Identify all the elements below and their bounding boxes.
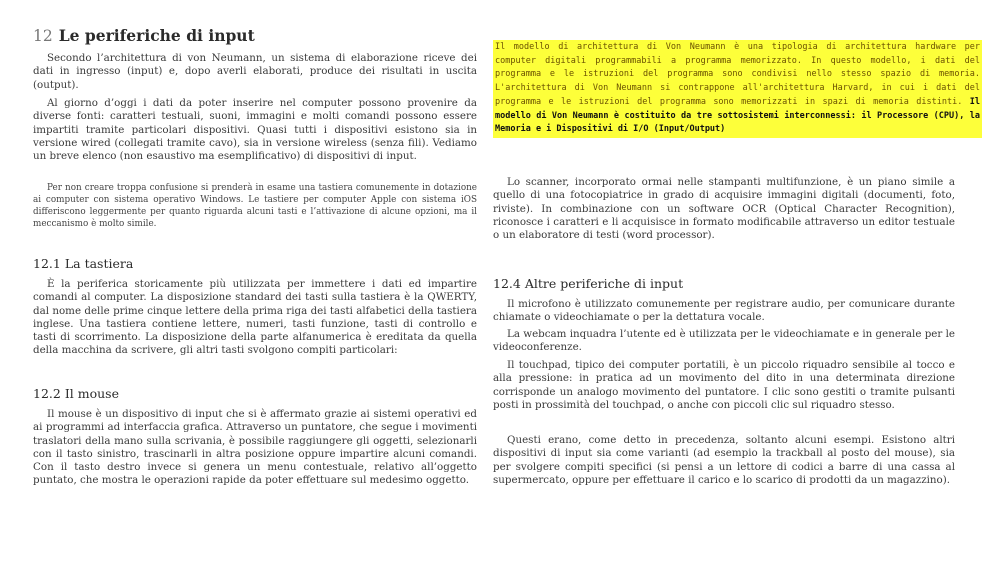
chapter-number: 12 [33,27,53,45]
touchpad-paragraph: Il touchpad, tipico dei computer portatili, è un piccolo riquadro sensibile al tocco e alla pressione: in pratica ad un movimento del dito in una determinata direzione corrisponde un analogo movimento del puntatore. I clic sono gestiti o tramite pulsanti posti in prossimità del touchpad, o anche con piccoli clic sul riquadro stesso. [493,359,955,411]
intro-paragraph-1: Secondo l’architettura di von Neumann, un sistema di elaborazione riceve dei dati in ingresso (input) e, dopo averli elaborati, produce dei risultati in uscita (output). [33,52,477,91]
closing-paragraph: Questi erano, come detto in precedenza, soltanto alcuni esempi. Esistono altri dispositivi di input sia come varianti (ad esempio la trackball al posto del mouse), sia per svolgere compiti specifici (si pensi a un lettore di codici a barre di una cassa al supermercato, oppure per effettuare il carico e lo scarico di prodotti da un magazzino). [493,434,955,486]
section-heading-other [493,276,683,291]
intro-note: Per non creare troppa confusione si prenderà in esame una tastiera comunemente in dotazione ai computer con sistema operativo Windows. Le tastiere per computer Apple con sistema iOS differiscono leggermente per quanto riguarda alcuni tasti e l’attivazione di alcune opzioni, ma il meccanismo è molto simile. [33,183,477,229]
intro-paragraph-2: Al giorno d’oggi i dati da poter inserire nel computer possono provenire da diverse fonti: caratteri testuali, suoni, immagini e molti comandi possono essere impartiti tramite particolari dispositivi. Quasi tutti i dispositivi esistono sia in versione wired (collegati tramite cavo), sia in versione wireless (senza fili). Vediamo un breve elenco (non esaustivo ma esemplificativo) di dispositivi di input. [33,97,477,163]
highlighted-note [493,40,982,138]
scanner-paragraph: Lo scanner, incorporato ormai nelle stampanti multifunzione, è un piano simile a quello di una fotocopiatrice in grado di acquisire immagini digitali (documenti, foto, riviste). In combinazione con un software OCR (Optical Character Recognition), riconosce i caratteri e li acquisisce in formato modificabile attraverso un editor testuale o un elaboratore di testi (word processor). [493,176,955,242]
section-heading-keyboard [33,256,133,271]
highlight-bold-text: Il modello di Von Neumann è costituito da tre sottosistemi interconnessi: il Processore (CPU), la Memoria e i Dispositivi di I/O (Input/Output) [495,96,980,135]
section-title: Il mouse [64,386,119,401]
webcam-paragraph: La webcam inquadra l’utente ed è utilizzata per le videochiamate e in generale per le videoconferenze. [493,328,955,354]
chapter-heading [33,26,255,45]
section-title: Altre periferiche di input [524,276,684,291]
section-number: 12.4 [493,276,521,291]
keyboard-paragraph: È la periferica storicamente più utilizzata per immettere i dati ed impartire comandi al computer. La disposizione standard dei tasti sulla tastiera è la QWERTY, dal nome delle prime cinque lettere della prima riga dei tasti alfabetici della tastiera inglese. Una tastiera contiene lettere, numeri, tasti funzione, tasti di controllo e tasti di scorrimento. La disposizione della parte alfanumerica è ereditata da quella della macchina da scrivere, gli altri tasti svolgono compiti particolari: [33,278,477,357]
section-title: La tastiera [64,256,134,271]
microphone-paragraph: Il microfono è utilizzato comunemente per registrare audio, per comunicare durante chiamate o videochiamate o per la dettatura vocale. [493,298,955,324]
mouse-paragraph: Il mouse è un dispositivo di input che si è affermato grazie ai sistemi operativi ed ai programmi ad interfaccia grafica. Attraverso un puntatore, che segue i movimenti traslatori della mano sulla scrivania, è possibile raggiungere gli oggetti, selezionarli con il tasto sinistro, trascinarli in altra posizione oppure impartire alcuni comandi. Con il tasto destro invece si genera un menu contestuale, relativo all’oggetto puntato, che mostra le operazioni rapide da poter effettuare sul medesimo oggetto. [33,408,477,487]
highlight-text: Il modello di architettura di Von Neumann è una tipologia di architettura hardware per computer digitali programmabili a programma memorizzato. In questo modello, i dati del programma e le istruzioni del programma sono condivisi nello stesso spazio di memoria. L'architettura di Von Neumann si contrappone all'architettura Harvard, in cui i dati del programma e le istruzioni del programma sono memorizzati in spazi di memoria distinti. [495,42,980,107]
chapter-title: Le periferiche di input [58,26,255,45]
section-number: 12.1 [33,256,61,271]
section-heading-mouse [33,386,119,401]
section-number: 12.2 [33,386,61,401]
